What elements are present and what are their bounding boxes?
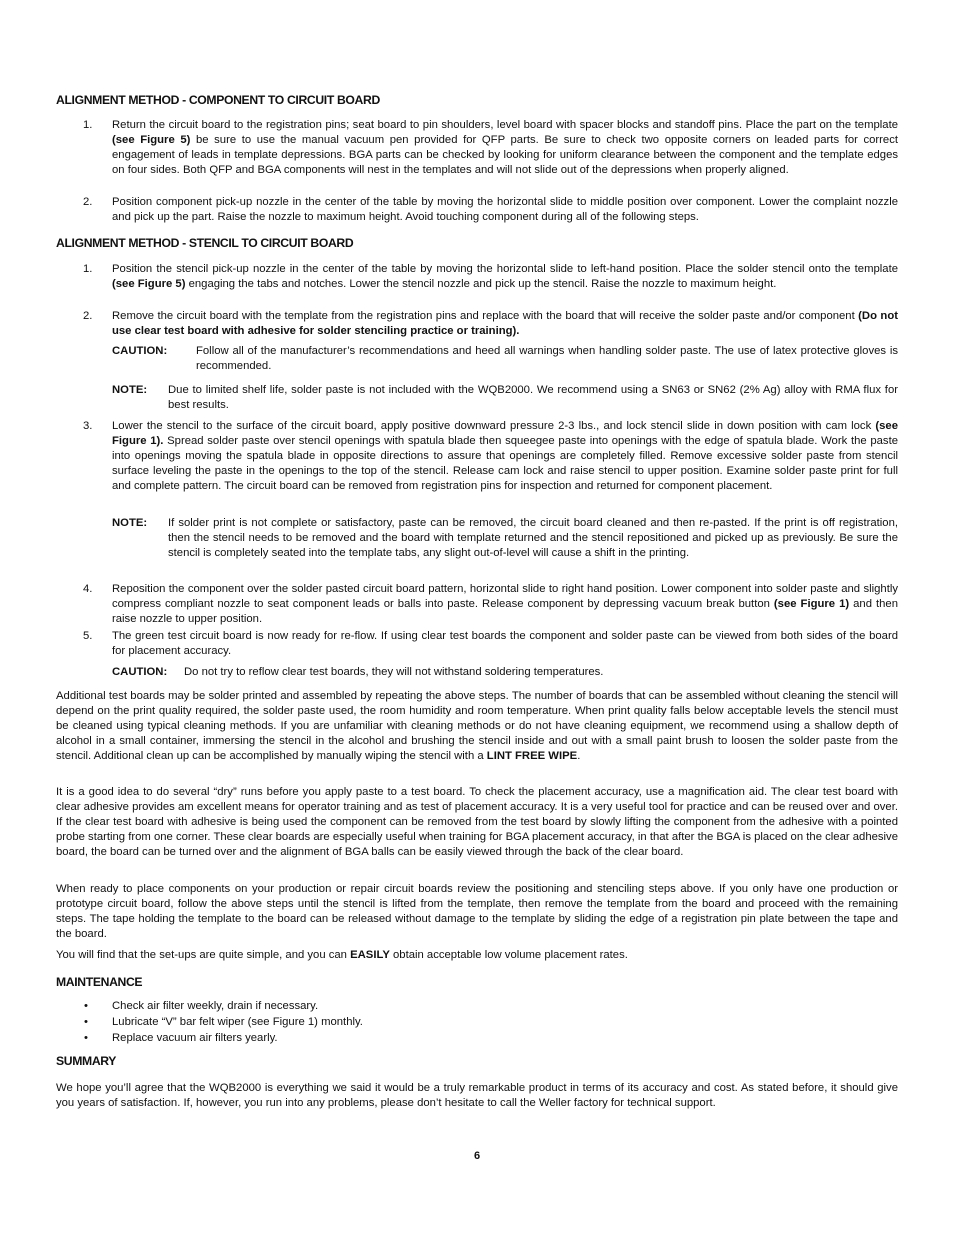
maintenance-item: Replace vacuum air filters yearly.: [112, 1032, 278, 1044]
bullet: •: [84, 1032, 88, 1044]
step-number: 3.: [83, 420, 93, 432]
paragraph: You will find that the set-ups are quite simple, and you can EASILY obtain acceptable low volume placement rates.: [56, 949, 628, 961]
paragraph: When ready to place components on your production or repair circuit boards review the positioning and stenciling steps above. If you only have one production or prototype circuit board, follow the above steps until the stencil is lifted from the template, then remove the template from the board and proceed with the remaining steps. The tape holding the template to the board can be released without damage to the template by sliding the edge of a registration pin plate between the tape and the board.: [56, 883, 898, 940]
step-number: 2.: [83, 310, 93, 322]
caution-text: Do not try to reflow clear test boards, they will not withstand soldering temperatures.: [184, 666, 604, 678]
note-label: NOTE:: [112, 384, 148, 396]
list-item: [56, 195, 898, 225]
paragraph: Additional test boards may be solder printed and assembled by repeating the above steps. The number of boards that can be assembled without cleaning the stencil will depend on the print quality required, the solder paste used, the room humidity and room temperature. When print quality falls below acceptable levels the stencil must be cleaned using typical cleaning methods. If you are unfamiliar with cleaning methods or do not have cleaning equipment, we recommend using a shallow depth of alcohol in a small container, immersing the stencil in the alcohol and brushing the stencil inside and out with a small paint brush to loosen the solder paste from the stencil. Additional clean up can be accomplished by manually wiping the stencil with a LINT FREE WIPE.: [56, 690, 898, 762]
step-number: 5.: [83, 630, 93, 642]
paragraph: It is a good idea to do several “dry” runs before you apply paste to a test board. To check the placement accuracy, use a magnification aid. The clear test board with clear adhesive provides am excellent means for operator training and as test of placement accuracy. It is a very useful tool for practice and can be reused over and over. If the clear test board with adhesive is being used the component can be removed from the test board by slowly lifting the component from the adhesive with a pointed probe starting from one corner. These clear boards are especially useful when training for BGA placement accuracy, in that after the BGA is placed on the clear adhesive board, the board can be turned over and the alignment of BGA balls can be easily viewed through the back of the clear board.: [56, 786, 898, 858]
note-block: [112, 383, 898, 413]
step-text: Position the stencil pick-up nozzle in the center of the table by moving the horizontal slide to left-hand position. Place the solder stencil onto the template (see Figure 5) engaging the tabs and notches. Lower the stencil nozzle and pick up the stencil. Raise the nozzle to maximum height.: [112, 263, 898, 290]
bullet: •: [84, 1000, 88, 1012]
bullet: •: [84, 1016, 88, 1028]
note-block: [112, 516, 898, 576]
step-text: Reposition the component over the solder pasted circuit board pattern, horizontal slide to right hand position. Lower component into solder paste and slightly compress compliant nozzle to seat component leads or balls into paste. Release component by depressing vacuum break button (see Figure 1) and then raise nozzle to upper position.: [112, 583, 898, 625]
step-text: Return the circuit board to the registration pins; seat board to pin shoulders, level board with spacer blocks and standoff pins. Place the part on the template (see Figure 5) be sure to use the manual vacuum pen provided for QFP parts. Be sure to check two opposite corners on leaded parts for correct engagement of leads in template depressions. BGA parts can be checked by looking for uniform clearance between the component and the template edges on four sides. Both QFP and BGA components will nest in the templates and will not slide out of the depressions when properly aligned.: [112, 119, 899, 176]
step-text: Lower the stencil to the surface of the circuit board, apply positive downward pressure 2-3 lbs., and lock stencil slide in down position with cam lock (see Figure 1). Spread solder paste over stencil openings with spatula blade then squeegee paste into openings with the edge of spatula blade. Work the paste into openings moving the spatula blade in opposite directions to assure that openings are completely filled. Remove excessive solder paste from stencil surface leveling the paste in the openings to the top of the stencil. Release cam lock and raise stencil to upper position. Examine solder paste print for full and complete pattern. The circuit board can be removed from registration pins for inspection and returned for component placement.: [112, 420, 898, 492]
caution-label: CAUTION:: [112, 666, 168, 678]
step-number: 1.: [83, 119, 93, 131]
page-number: 6: [473, 1150, 481, 1162]
list-item: [56, 118, 898, 193]
note-label: NOTE:: [112, 517, 148, 529]
maintenance-item: Check air filter weekly, drain if necessary.: [112, 1000, 319, 1012]
step-number: 4.: [83, 583, 93, 595]
caution-label: CAUTION:: [112, 345, 168, 357]
paragraph: We hope you’ll agree that the WQB2000 is everything we said it would be a truly remarkable product in terms of its accuracy and cost. As stated before, it should give you years of satisfaction. If, however, you run into any problems, please don’t hesitate to call the Weller factory for technical support.: [56, 1082, 898, 1109]
list-item: [56, 629, 898, 659]
list-item: [56, 419, 898, 509]
section-heading-stencil-alignment: ALIGNMENT METHOD - STENCIL TO CIRCUIT BOARD: [56, 236, 354, 250]
section-heading-component-alignment: ALIGNMENT METHOD - COMPONENT TO CIRCUIT BOARD: [56, 93, 380, 107]
caution-text: Follow all of the manufacturer’s recommendations and heed all warnings when handling solder paste. The use of latex protective gloves is recommended.: [196, 345, 898, 372]
maintenance-item: Lubricate “V” bar felt wiper (see Figure 1) monthly.: [112, 1016, 363, 1028]
caution-block: [112, 344, 898, 374]
step-text: Remove the circuit board with the template from the registration pins and replace with the board that will receive the solder paste and/or component (Do not use clear test board with adhesive for solder stenciling practice or training).: [112, 310, 898, 337]
section-heading-summary: SUMMARY: [56, 1054, 117, 1068]
note-text: Due to limited shelf life, solder paste is not included with the WQB2000. We recommend using a SN63 or SN62 (2% Ag) alloy with RMA flux for best results.: [168, 384, 898, 411]
list-item: [56, 262, 898, 307]
note-text: If solder print is not complete or satisfactory, paste can be removed, the circuit board cleaned and then re-pasted. If the print is off registration, then the stencil needs to be removed and the board with template returned and the stencil repositioned and picked up as previously. Be sure the stencil is completely seated into the template tabs, any slight out-of-level will cause a shift in the printing.: [168, 517, 898, 559]
step-text: Position component pick-up nozzle in the center of the table by moving the horizontal slide to middle position over component. Lower the complaint nozzle and pick up the part. Raise the nozzle to maximum height. Avoid touching component during all of the following steps.: [112, 196, 898, 223]
list-item: [56, 582, 898, 627]
list-item: [56, 309, 898, 339]
section-heading-maintenance: MAINTENANCE: [56, 975, 143, 989]
step-text: The green test circuit board is now ready for re-flow. If using clear test boards the component and solder paste can be viewed from both sides of the board for placement accuracy.: [112, 630, 898, 657]
step-number: 2.: [83, 196, 93, 208]
caution-block: [112, 665, 898, 680]
step-number: 1.: [83, 263, 93, 275]
